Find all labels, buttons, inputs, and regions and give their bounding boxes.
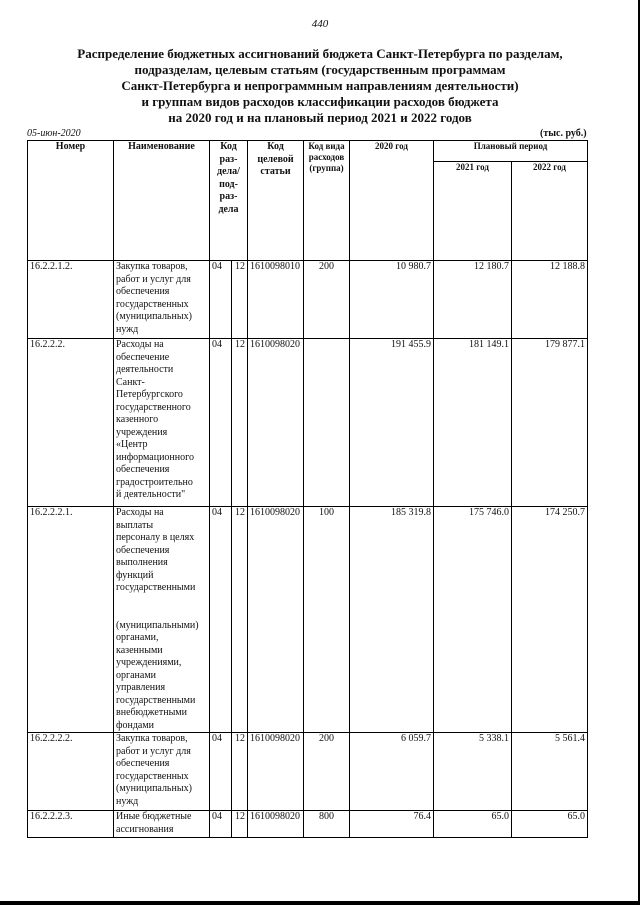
row-value-2021: 175 746.0 bbox=[434, 507, 512, 733]
header-year-2022: 2022 год bbox=[512, 162, 588, 261]
row-expense-type: 200 bbox=[304, 733, 350, 811]
row-subsection: 12 bbox=[232, 507, 248, 733]
row-subsection: 12 bbox=[232, 811, 248, 838]
table-row bbox=[28, 507, 588, 733]
row-subsection: 12 bbox=[232, 733, 248, 811]
row-section: 04 bbox=[210, 261, 232, 339]
row-number: 16.2.2.2.3. bbox=[28, 811, 114, 838]
row-value-2022: 5 561.4 bbox=[512, 733, 588, 811]
row-name: Расходы на обеспечение деятельности Санкт- Петербургского государственного казенного учреждения «Центр информационного обеспечения градостроительно й деятельности" bbox=[114, 339, 210, 507]
row-value-2020: 191 455.9 bbox=[350, 339, 434, 507]
title-line: Санкт-Петербурга и непрограммным направлениям деятельности) bbox=[121, 78, 519, 93]
row-subsection: 12 bbox=[232, 261, 248, 339]
table-row bbox=[28, 339, 588, 507]
header-expense-type-code: Код вида расходов (группа) bbox=[304, 141, 350, 261]
header-name: Наименование bbox=[114, 141, 210, 261]
row-value-2020: 6 059.7 bbox=[350, 733, 434, 811]
row-expense-type: 100 bbox=[304, 507, 350, 733]
row-target-code: 1610098020 bbox=[248, 733, 304, 811]
row-section: 04 bbox=[210, 339, 232, 507]
header-section-code: Код раз- дела/ под- раз- дела bbox=[210, 141, 248, 261]
row-value-2022: 65.0 bbox=[512, 811, 588, 838]
row-number: 16.2.2.2.1. bbox=[28, 507, 114, 733]
title-line: и группам видов расходов классификации расходов бюджета bbox=[141, 94, 499, 109]
row-section: 04 bbox=[210, 733, 232, 811]
row-value-2021: 65.0 bbox=[434, 811, 512, 838]
row-value-2020: 185 319.8 bbox=[350, 507, 434, 733]
row-name: Иные бюджетные ассигнования bbox=[114, 811, 210, 838]
header-number: Номер bbox=[28, 141, 114, 261]
row-target-code: 1610098010 bbox=[248, 261, 304, 339]
budget-table bbox=[27, 140, 588, 838]
row-number: 16.2.2.1.2. bbox=[28, 261, 114, 339]
document-date: 05-июн-2020 bbox=[27, 128, 81, 139]
document-title bbox=[50, 46, 590, 126]
row-name: Закупка товаров, работ и услуг для обеспечения государственных (муниципальных) нужд bbox=[114, 733, 210, 811]
header-year-2021: 2021 год bbox=[434, 162, 512, 261]
row-value-2022: 174 250.7 bbox=[512, 507, 588, 733]
table-row bbox=[28, 261, 588, 339]
row-name: Закупка товаров, работ и услуг для обеспечения государственных (муниципальных) нужд bbox=[114, 261, 210, 339]
row-value-2021: 181 149.1 bbox=[434, 339, 512, 507]
row-value-2020: 10 980.7 bbox=[350, 261, 434, 339]
row-section: 04 bbox=[210, 811, 232, 838]
row-section: 04 bbox=[210, 507, 232, 733]
row-expense-type: 800 bbox=[304, 811, 350, 838]
title-line: подразделам, целевым статьям (государственным программам bbox=[134, 62, 506, 77]
row-number: 16.2.2.2.2. bbox=[28, 733, 114, 811]
row-value-2022: 12 188.8 bbox=[512, 261, 588, 339]
row-expense-type bbox=[304, 339, 350, 507]
row-value-2020: 76.4 bbox=[350, 811, 434, 838]
title-line: Распределение бюджетных ассигнований бюджета Санкт-Петербурга по разделам, bbox=[77, 46, 563, 61]
row-target-code: 1610098020 bbox=[248, 507, 304, 733]
header-row bbox=[28, 141, 588, 162]
row-value-2021: 5 338.1 bbox=[434, 733, 512, 811]
table-row bbox=[28, 811, 588, 838]
header-year-2020: 2020 год bbox=[350, 141, 434, 261]
row-value-2021: 12 180.7 bbox=[434, 261, 512, 339]
row-subsection: 12 bbox=[232, 339, 248, 507]
header-target-code: Код целевой статьи bbox=[248, 141, 304, 261]
row-name: Расходы на выплаты персоналу в целях обеспечения выполнения функций государственными (муниципальными) органами, казенными учреждениями, органами управления государственными внебюджетными фондами bbox=[114, 507, 210, 733]
header-planned-period: Плановый период bbox=[434, 141, 588, 162]
title-line: на 2020 год и на плановый период 2021 и 2022 годов bbox=[168, 110, 472, 125]
row-target-code: 1610098020 bbox=[248, 811, 304, 838]
row-target-code: 1610098020 bbox=[248, 339, 304, 507]
row-number: 16.2.2.2. bbox=[28, 339, 114, 507]
table-row bbox=[28, 733, 588, 811]
row-expense-type: 200 bbox=[304, 261, 350, 339]
page-number: 440 bbox=[311, 18, 329, 30]
row-value-2022: 179 877.1 bbox=[512, 339, 588, 507]
units-label: (тыс. руб.) bbox=[540, 128, 587, 139]
